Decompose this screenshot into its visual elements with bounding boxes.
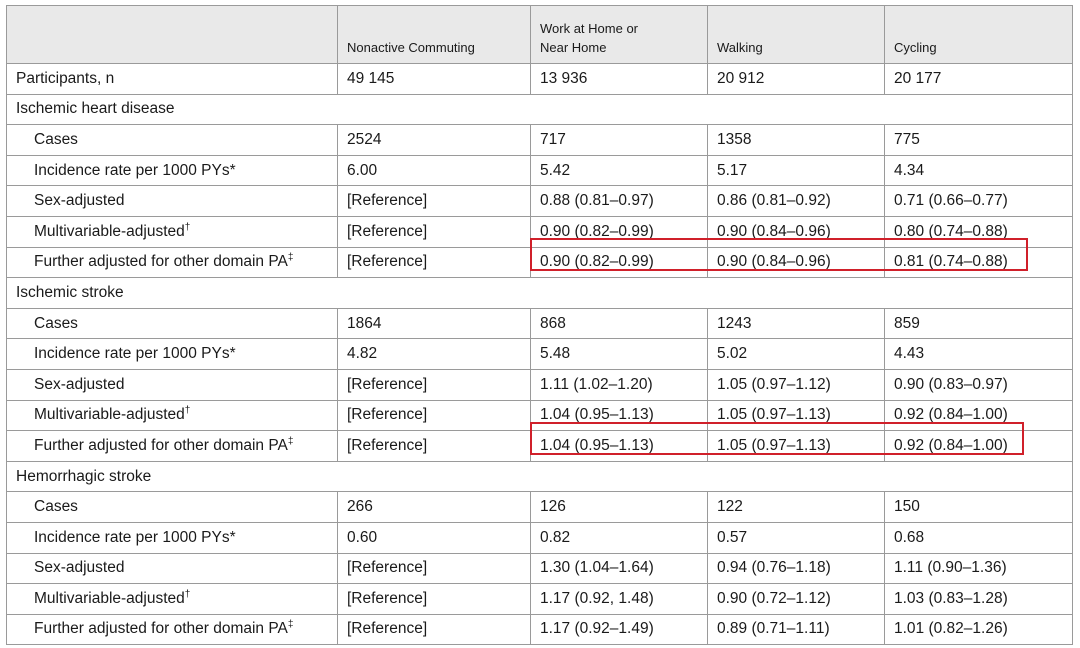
cell-value: 49 145 [338,64,531,95]
section-title: Hemorrhagic stroke [7,461,1073,492]
cell-value: 0.57 [708,522,885,553]
cell-value: 122 [708,492,885,523]
cell-value: 0.90 (0.72–1.12) [708,584,885,615]
row-label [7,492,338,523]
section-header-row [7,278,1073,309]
cell-value: 0.86 (0.81–0.92) [708,186,885,217]
cell-value: 1.01 (0.82–1.26) [885,614,1073,645]
header-work-at-home [531,6,708,64]
row-label [7,522,338,553]
table-row [7,216,1073,247]
cell-value: 1.05 (0.97–1.13) [708,431,885,462]
row-label: Participants, n [7,64,338,95]
row-label [7,247,338,278]
table-row [7,431,1073,462]
table-row [7,369,1073,400]
results-table-container [6,5,1072,645]
cell-value: 1.17 (0.92, 1.48) [531,584,708,615]
row-label-text: Cases [34,498,78,516]
row-label-text: Cases [34,130,78,148]
table-row [7,247,1073,278]
participants-row [7,64,1073,95]
table-row [7,186,1073,217]
header-row [7,6,1073,64]
cell-value: 1358 [708,125,885,156]
header-nonactive-commuting: Nonactive Commuting [338,6,531,64]
cell-value: 4.34 [885,155,1073,186]
cell-value: 859 [885,308,1073,339]
row-label-text: Incidence rate per 1000 PYs* [34,345,236,363]
cell-value: 1.04 (0.95–1.13) [531,431,708,462]
header-walking: Walking [708,6,885,64]
results-table [6,5,1073,645]
header-cycling: Cycling [885,6,1073,64]
row-label [7,155,338,186]
cell-value: [Reference] [338,431,531,462]
section-title: Ischemic heart disease [7,94,1073,125]
cell-value: 0.90 (0.82–0.99) [531,247,708,278]
cell-value: 4.43 [885,339,1073,370]
row-label-text: Further adjusted for other domain PA [34,436,288,454]
cell-value: 150 [885,492,1073,523]
row-label-text: Multivariable-adjusted [34,406,185,424]
row-label-text: Cases [34,314,78,332]
cell-value: [Reference] [338,369,531,400]
row-label [7,584,338,615]
row-label-text: Sex-adjusted [34,559,125,577]
cell-value: 1.04 (0.95–1.13) [531,400,708,431]
cell-value: 5.48 [531,339,708,370]
header-work-at-home-line2: Near Home [540,40,607,55]
table-row [7,614,1073,645]
cell-value: 775 [885,125,1073,156]
table-row [7,155,1073,186]
section-header-row [7,94,1073,125]
cell-value: 1.05 (0.97–1.13) [708,400,885,431]
cell-value: 1.11 (0.90–1.36) [885,553,1073,584]
cell-value: 0.92 (0.84–1.00) [885,431,1073,462]
cell-value: 6.00 [338,155,531,186]
row-label-text: Further adjusted for other domain PA [34,620,288,638]
cell-value: 717 [531,125,708,156]
table-row [7,553,1073,584]
cell-value: 0.82 [531,522,708,553]
cell-value: [Reference] [338,186,531,217]
cell-value: 5.42 [531,155,708,186]
cell-value: 1.11 (1.02–1.20) [531,369,708,400]
cell-value: 0.71 (0.66–0.77) [885,186,1073,217]
row-label [7,216,338,247]
row-label-text: Sex-adjusted [34,375,125,393]
footnote-mark: ‡ [287,619,294,631]
table-row [7,522,1073,553]
row-label-text: Further adjusted for other domain PA [34,253,288,271]
table-row [7,492,1073,523]
cell-value: 126 [531,492,708,523]
cell-value: 0.89 (0.71–1.11) [708,614,885,645]
section-title: Ischemic stroke [7,278,1073,309]
cell-value: [Reference] [338,247,531,278]
row-label [7,369,338,400]
cell-value: 13 936 [531,64,708,95]
row-label-text: Incidence rate per 1000 PYs* [34,528,236,546]
cell-value: 0.92 (0.84–1.00) [885,400,1073,431]
cell-value: 1.30 (1.04–1.64) [531,553,708,584]
row-label [7,186,338,217]
row-label [7,614,338,645]
table-row [7,584,1073,615]
footnote-mark: † [184,588,191,600]
cell-value: 4.82 [338,339,531,370]
cell-value: 1.05 (0.97–1.12) [708,369,885,400]
cell-value: 5.17 [708,155,885,186]
table-row [7,339,1073,370]
row-label [7,339,338,370]
table-row [7,125,1073,156]
row-label [7,400,338,431]
header-work-at-home-line1: Work at Home or [540,21,639,36]
row-label-text: Multivariable-adjusted [34,589,185,607]
cell-value: 0.94 (0.76–1.18) [708,553,885,584]
row-label [7,553,338,584]
cell-value: 0.60 [338,522,531,553]
cell-value: 0.81 (0.74–0.88) [885,247,1073,278]
table-row [7,400,1073,431]
cell-value: [Reference] [338,584,531,615]
table-row [7,308,1073,339]
cell-value: 1.17 (0.92–1.49) [531,614,708,645]
cell-value: 0.90 (0.83–0.97) [885,369,1073,400]
cell-value: [Reference] [338,614,531,645]
row-label-text: Incidence rate per 1000 PYs* [34,161,236,179]
footnote-mark: ‡ [287,252,294,264]
cell-value: 868 [531,308,708,339]
cell-value: 1243 [708,308,885,339]
cell-value: 20 177 [885,64,1073,95]
row-label [7,431,338,462]
row-label-text: Multivariable-adjusted [34,222,185,240]
footnote-mark: ‡ [287,435,294,447]
cell-value: 0.88 (0.81–0.97) [531,186,708,217]
cell-value: 5.02 [708,339,885,370]
row-label [7,125,338,156]
cell-value: 0.90 (0.84–0.96) [708,216,885,247]
cell-value: 0.90 (0.84–0.96) [708,247,885,278]
footnote-mark: † [184,405,191,417]
cell-value: 1864 [338,308,531,339]
footnote-mark: † [184,221,191,233]
cell-value: 20 912 [708,64,885,95]
row-label-text: Sex-adjusted [34,192,125,210]
cell-value: [Reference] [338,400,531,431]
section-header-row [7,461,1073,492]
cell-value: 266 [338,492,531,523]
cell-value: [Reference] [338,216,531,247]
cell-value: 1.03 (0.83–1.28) [885,584,1073,615]
cell-value: 0.90 (0.82–0.99) [531,216,708,247]
cell-value: 2524 [338,125,531,156]
cell-value: 0.80 (0.74–0.88) [885,216,1073,247]
header-label-cell [7,6,338,64]
row-label [7,308,338,339]
cell-value: 0.68 [885,522,1073,553]
cell-value: [Reference] [338,553,531,584]
